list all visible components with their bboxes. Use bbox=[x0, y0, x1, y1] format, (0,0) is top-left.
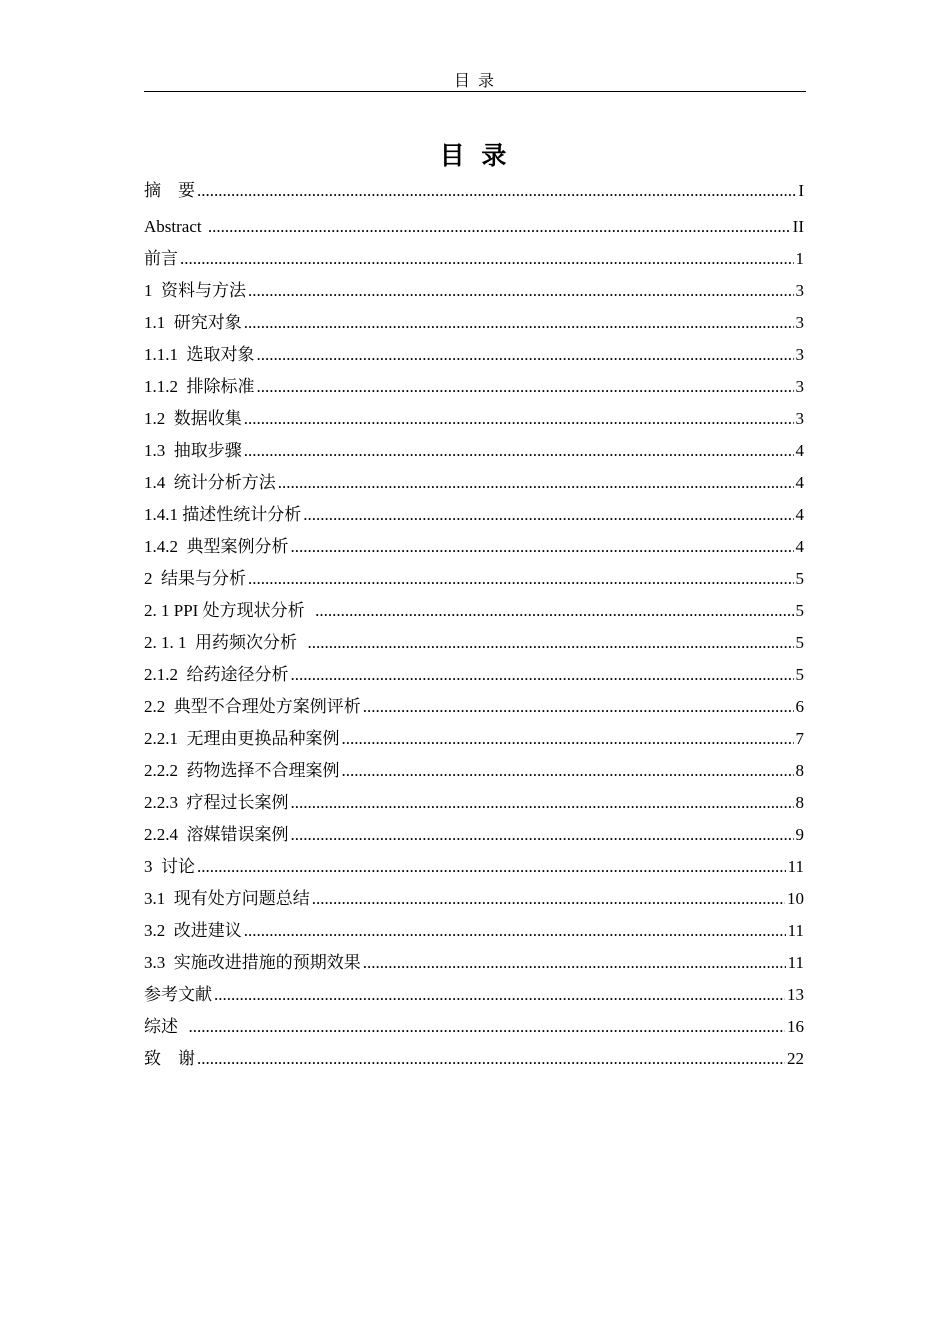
toc-dot-leader bbox=[244, 440, 794, 462]
toc-entry[interactable] bbox=[144, 238, 804, 270]
toc-dot-leader bbox=[180, 248, 794, 270]
toc-title: 目 录 bbox=[439, 141, 511, 170]
toc-dot-leader bbox=[291, 536, 794, 558]
toc-entry[interactable] bbox=[144, 526, 804, 558]
toc-entry[interactable] bbox=[144, 302, 804, 334]
toc-entry-label: 1.4.1 描述性统计分析 bbox=[144, 505, 302, 524]
toc-dot-leader bbox=[308, 632, 794, 654]
toc-entry-label: 3 讨论 bbox=[144, 857, 195, 876]
toc-entry[interactable] bbox=[144, 398, 804, 430]
toc-entry-label: 2.1.2 给药途径分析 bbox=[144, 665, 289, 684]
toc-entry-page: 3 bbox=[795, 409, 804, 428]
header-rule bbox=[144, 91, 806, 92]
toc-entry-page: 5 bbox=[795, 633, 804, 652]
toc-dot-leader bbox=[248, 280, 794, 302]
toc-entry-page: 4 bbox=[795, 505, 804, 524]
toc-entry[interactable] bbox=[144, 462, 804, 494]
toc-entry[interactable] bbox=[144, 590, 804, 622]
toc-entry[interactable] bbox=[144, 170, 804, 202]
toc-dot-leader bbox=[257, 344, 794, 366]
running-header: 目 录 bbox=[453, 73, 496, 90]
toc-entry[interactable] bbox=[144, 686, 804, 718]
toc-dot-leader bbox=[189, 1016, 786, 1038]
toc-entry-page: 11 bbox=[787, 921, 804, 940]
toc-entry-label: 1.1 研究对象 bbox=[144, 313, 242, 332]
toc-entry[interactable] bbox=[144, 270, 804, 302]
toc-entry-page: 3 bbox=[795, 313, 804, 332]
toc-entry-page: 10 bbox=[787, 889, 804, 908]
toc-entry-page: 3 bbox=[795, 377, 804, 396]
toc-entry-page: 3 bbox=[795, 281, 804, 300]
toc-entry-label: 2.2.2 药物选择不合理案例 bbox=[144, 761, 340, 780]
toc-dot-leader bbox=[312, 888, 785, 910]
toc-entry[interactable] bbox=[144, 910, 804, 942]
toc-entry-label: 3.1 现有处方问题总结 bbox=[144, 889, 310, 908]
toc-entry-label: 1 资料与方法 bbox=[144, 281, 246, 300]
toc-entry[interactable] bbox=[144, 334, 804, 366]
toc-entry[interactable] bbox=[144, 718, 804, 750]
toc-entry-page: 13 bbox=[787, 985, 804, 1004]
toc-dot-leader bbox=[208, 216, 791, 238]
toc-entry-label: 1.1.2 排除标准 bbox=[144, 377, 255, 396]
toc-dot-leader bbox=[257, 376, 794, 398]
toc-entry-label: 3.2 改进建议 bbox=[144, 921, 242, 940]
toc-entry-label: 2.2 典型不合理处方案例评析 bbox=[144, 697, 361, 716]
toc-entry[interactable] bbox=[144, 750, 804, 782]
toc-entry[interactable] bbox=[144, 1038, 804, 1070]
toc-entry[interactable] bbox=[144, 202, 804, 238]
toc-entry[interactable] bbox=[144, 622, 804, 654]
toc-dot-leader bbox=[197, 180, 796, 202]
toc-entry-label: 1.1.1 选取对象 bbox=[144, 345, 255, 364]
toc-entry[interactable] bbox=[144, 782, 804, 814]
toc-entry[interactable] bbox=[144, 974, 804, 1006]
toc-entry-label: 综述 bbox=[144, 1017, 187, 1036]
toc-dot-leader bbox=[342, 728, 794, 750]
toc-entry[interactable] bbox=[144, 878, 804, 910]
toc-entry-page: 4 bbox=[795, 537, 804, 556]
toc-entry-label: 2. 1 PPI 处方现状分析 bbox=[144, 601, 314, 620]
toc-entry-label: 致 谢 bbox=[144, 1049, 195, 1068]
toc-dot-leader bbox=[197, 1048, 785, 1070]
toc-dot-leader bbox=[291, 792, 794, 814]
toc-entry-label: 1.2 数据收集 bbox=[144, 409, 242, 428]
toc-entry-page: I bbox=[798, 181, 804, 200]
toc-dot-leader bbox=[315, 600, 793, 622]
toc-dot-leader bbox=[244, 920, 786, 942]
toc-entry-page: 3 bbox=[795, 345, 804, 364]
toc-entry-label: 3.3 实施改进措施的预期效果 bbox=[144, 953, 361, 972]
toc-entry-page: 6 bbox=[795, 697, 804, 716]
toc-entry-label: 2.2.1 无理由更换品种案例 bbox=[144, 729, 340, 748]
toc-entry-page: 22 bbox=[787, 1049, 804, 1068]
toc-dot-leader bbox=[363, 952, 786, 974]
toc-entry-label: 摘 要 bbox=[144, 181, 195, 200]
toc-entry[interactable] bbox=[144, 654, 804, 686]
toc-entry-page: 8 bbox=[795, 793, 804, 812]
toc-entry-label: 1.3 抽取步骤 bbox=[144, 441, 242, 460]
toc-entry-page: 5 bbox=[795, 601, 804, 620]
toc-entry-label: 2.2.4 溶媒错误案例 bbox=[144, 825, 289, 844]
toc-entry-page: 4 bbox=[795, 473, 804, 492]
toc-entry-page: 9 bbox=[795, 825, 804, 844]
toc-entry-page: 4 bbox=[795, 441, 804, 460]
toc-entry-page: 11 bbox=[787, 953, 804, 972]
toc-entry[interactable] bbox=[144, 430, 804, 462]
toc-entry-label: 2 结果与分析 bbox=[144, 569, 246, 588]
toc-entry-label: 参考文献 bbox=[144, 985, 212, 1004]
toc-entry-label: 前言 bbox=[144, 249, 178, 268]
toc-dot-leader bbox=[278, 472, 794, 494]
toc-entry-page: 5 bbox=[795, 665, 804, 684]
toc-dot-leader bbox=[248, 568, 794, 590]
toc-dot-leader bbox=[291, 824, 794, 846]
toc-entry[interactable] bbox=[144, 814, 804, 846]
toc-entry-page: 16 bbox=[787, 1017, 804, 1036]
toc-entry[interactable] bbox=[144, 494, 804, 526]
toc-entry-label: 1.4.2 典型案例分析 bbox=[144, 537, 289, 556]
toc-list bbox=[144, 170, 804, 1070]
toc-entry-page: 5 bbox=[795, 569, 804, 588]
toc-entry[interactable] bbox=[144, 942, 804, 974]
toc-dot-leader bbox=[363, 696, 794, 718]
toc-dot-leader bbox=[303, 504, 793, 526]
toc-dot-leader bbox=[197, 856, 786, 878]
toc-dot-leader bbox=[214, 984, 785, 1006]
toc-entry-page: 11 bbox=[787, 857, 804, 876]
toc-entry-page: 8 bbox=[795, 761, 804, 780]
toc-entry-label: Abstract bbox=[144, 217, 206, 236]
toc-dot-leader bbox=[244, 312, 794, 334]
toc-dot-leader bbox=[342, 760, 794, 782]
toc-entry-page: 7 bbox=[795, 729, 804, 748]
toc-entry[interactable] bbox=[144, 1006, 804, 1038]
toc-entry-label: 1.4 统计分析方法 bbox=[144, 473, 276, 492]
toc-dot-leader bbox=[244, 408, 794, 430]
toc-entry[interactable] bbox=[144, 558, 804, 590]
toc-entry-page: 1 bbox=[795, 249, 804, 268]
toc-dot-leader bbox=[291, 664, 794, 686]
toc-entry-page: II bbox=[792, 217, 804, 236]
toc-entry[interactable] bbox=[144, 846, 804, 878]
toc-entry-label: 2.2.3 疗程过长案例 bbox=[144, 793, 289, 812]
toc-entry-label: 2. 1. 1 用药频次分析 bbox=[144, 633, 306, 652]
toc-entry[interactable] bbox=[144, 366, 804, 398]
